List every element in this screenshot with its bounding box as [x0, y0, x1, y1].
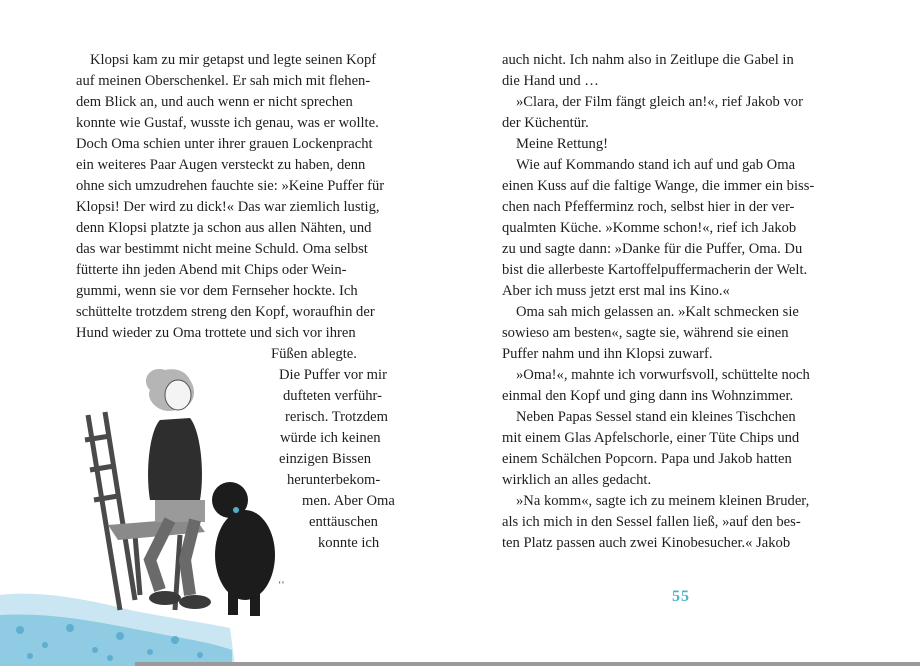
text-line: Wie auf Kommando stand ich auf und gab Oma	[516, 157, 796, 173]
text-line: ein weiteres Paar Augen versteckt zu haben, denn	[76, 157, 366, 173]
text-line: denn Klopsi platzte ja schon aus allen Nähten, und	[76, 220, 372, 236]
text-line: Neben Papas Sessel stand ein kleines Tischchen	[516, 409, 796, 425]
text-line: Klopsi! Der wird zu dick!« Das war ziemlich lustig,	[76, 199, 380, 215]
text-line: zu und sagte dann: »Danke für die Puffer, Oma. Du	[502, 241, 803, 257]
text-line: Hund wieder zu Oma trottete und sich vor ihren	[76, 325, 356, 341]
text-line: der Küchentür.	[502, 115, 589, 131]
text-line: sowieso am besten«, sagte sie, während sie einen	[502, 325, 789, 341]
illustration-art	[0, 360, 300, 666]
bottom-edge-bar	[135, 662, 920, 666]
text-line: Die Puffer vor mir	[279, 367, 387, 383]
text-line: Doch Oma schien unter ihrer grauen Lockenpracht	[76, 136, 373, 152]
text-line: die Hand und …	[502, 73, 599, 89]
text-line: men. Aber Oma	[302, 493, 395, 509]
text-line: ohne sich umzudrehen fauchte sie: »Keine Puffer für	[76, 178, 385, 194]
text-line: fütterte ihn jeden Abend mit Chips oder Wein-	[76, 262, 347, 278]
text-line: dem Blick an, und auch wenn er nicht sprechen	[76, 94, 353, 110]
girl-on-chair-with-dog-illustration	[0, 360, 300, 666]
text-line: auf meinen Oberschenkel. Er sah mich mit flehen-	[76, 73, 371, 89]
text-line: Aber ich muss jetzt erst mal ins Kino.«	[502, 283, 730, 299]
text-line: »Clara, der Film fängt gleich an!«, rief Jakob vor	[516, 94, 803, 110]
page-number: 55	[672, 588, 690, 605]
text-line: konnte wie Gustaf, wusste ich genau, was er wollte.	[76, 115, 379, 131]
text-line: schüttelte trotzdem streng den Kopf, woraufhin der	[76, 304, 375, 320]
text-line: Oma sah mich gelassen an. »Kalt schmecken sie	[516, 304, 799, 320]
text-line: konnte ich	[318, 535, 380, 551]
text-line: ten Platz passen auch zwei Kinobesucher.« Jakob	[502, 535, 791, 551]
text-line: einem Schälchen Popcorn. Papa und Jakob hatten	[502, 451, 792, 467]
svg-text:ʻʻ: ʻʻ	[278, 580, 285, 591]
text-line: einen Kuss auf die faltige Wange, die immer ein biss-	[502, 178, 815, 194]
text-line: Füßen ablegte.	[271, 346, 357, 362]
dog-figure	[212, 482, 275, 616]
text-line: als ich mich in den Sessel fallen ließ, »auf den bes-	[502, 514, 801, 530]
text-line: das war bestimmt nicht meine Schuld. Oma selbst	[76, 241, 368, 257]
text-line: herunterbekom-	[287, 472, 381, 488]
text-line: Meine Rettung!	[516, 136, 609, 152]
text-line: Klopsi kam zu mir getapst und legte seinen Kopf	[90, 52, 377, 68]
text-line: einmal den Kopf und ging dann ins Wohnzimmer.	[502, 388, 794, 404]
right-page	[460, 0, 920, 666]
text-line: würde ich keinen	[280, 430, 381, 446]
text-line: chen nach Pfefferminz roch, selbst hier in der ver-	[502, 199, 795, 215]
text-line: »Na komm«, sagte ich zu meinem kleinen Bruder,	[516, 493, 810, 509]
text-line: auch nicht. Ich nahm also in Zeitlupe die Gabel in	[502, 52, 794, 68]
text-line: Puffer nahm und ihn Klopsi zuwarf.	[502, 346, 713, 362]
text-line: mit einem Glas Apfelschorle, einer Tüte Chips und	[502, 430, 800, 446]
text-line: dufteten verführ-	[283, 388, 382, 404]
text-line: wirklich an alles gedacht.	[502, 472, 652, 488]
text-line: bist die allerbeste Kartoffelpuffermacherin der Welt.	[502, 262, 808, 278]
text-line: »Oma!«, mahnte ich vorwurfsvoll, schüttelte noch	[516, 367, 810, 383]
text-line: rerisch. Trotzdem	[285, 409, 388, 425]
text-line: qualmten Küche. »Komme schon!«, rief ich Jakob	[502, 220, 797, 236]
text-line: einzigen Bissen	[279, 451, 372, 467]
text-line: enttäuschen	[309, 514, 378, 530]
text-line: gummi, wenn sie vor dem Fernseher hockte. Ich	[76, 283, 358, 299]
